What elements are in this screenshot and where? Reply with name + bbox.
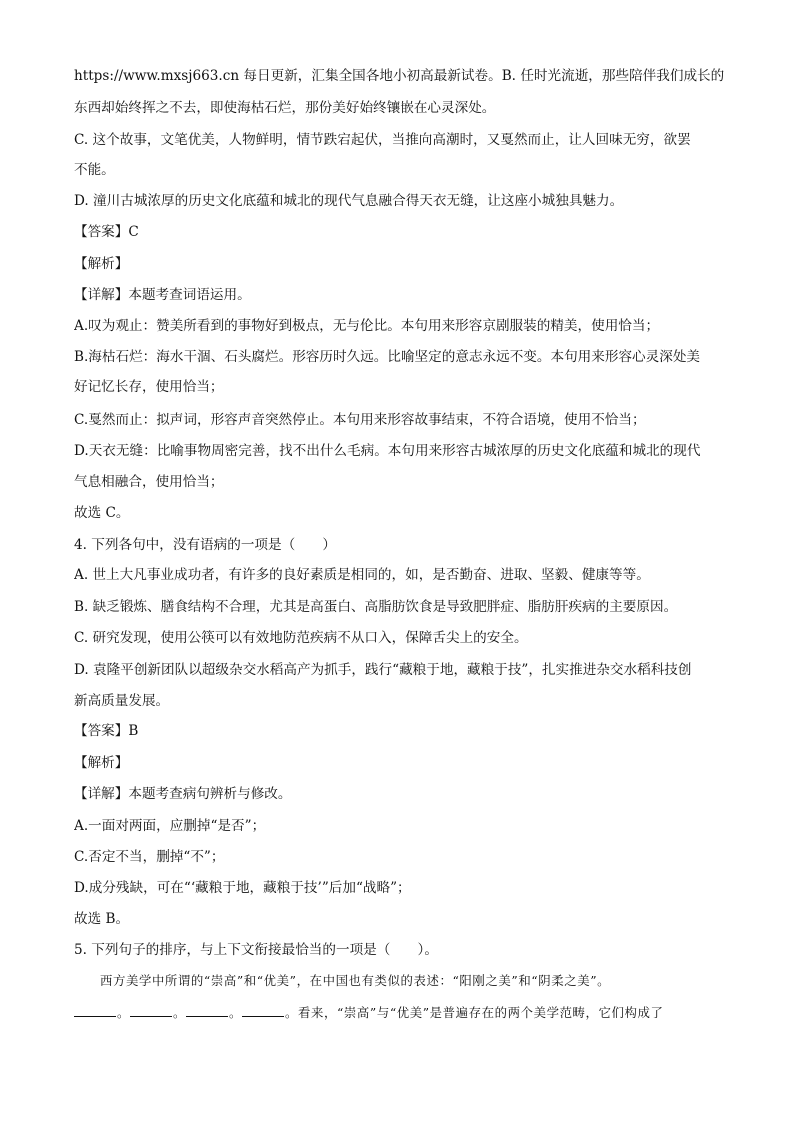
fill-blank[interactable] xyxy=(74,1003,116,1017)
text-line: C.否定不当，删掉“不”； xyxy=(74,849,225,865)
text-line: https://www.mxsj663.cn 每日更新，汇集全国各地小初高最新试卷。B. 任时光流逝，那些陪伴我们成长的 xyxy=(74,68,725,84)
text-line: B. 缺乏锻炼、膳食结构不合理，尤其是高蛋白、高脂肪饮食是导致肥胖症、脂肪肝疾病的主要原因。 xyxy=(74,599,678,615)
text-line: A.叹为观止：赞美所看到的事物好到极点，无与伦比。本句用来形容京剧服装的精美，使用恰当； xyxy=(74,318,660,334)
text-line: 好记忆长存，使用恰当； xyxy=(74,379,224,395)
text-line: D. 潼川古城浓厚的历史文化底蕴和城北的现代气息融合得天衣无缝，让这座小城独具魅力。 xyxy=(74,193,624,209)
text-line: C. 这个故事，文笔优美，人物鲜明，情节跌宕起伏，当推向高潮时，又戛然而止，让人回味无穷，欲罢 xyxy=(74,132,691,148)
passage-text: 看来，“崇高”与“优美”是普遍存在的两个美学范畴，它们构成了 xyxy=(298,1005,664,1020)
blank-separator: 。 xyxy=(285,1005,298,1020)
question-title: 4. 下列各句中，没有语病的一项是（ ） xyxy=(74,537,336,553)
text-line: 【详解】本题考查词语运用。 xyxy=(74,287,251,303)
fill-blank[interactable] xyxy=(130,1003,172,1017)
blank-separator: 。 xyxy=(117,1005,130,1020)
text-line: D.天衣无缝：比喻事物周密完善，找不出什么毛病。本句用来形容古城浓厚的历史文化底蕴和城北的现代 xyxy=(74,443,701,459)
text-line: 【详解】本题考查病句辨析与修改。 xyxy=(74,786,292,802)
text-line: 东西却始终挥之不去，即使海枯石烂，那份美好始终镶嵌在心灵深处。 xyxy=(74,100,496,116)
blank-separator: 。 xyxy=(173,1005,186,1020)
fill-blank[interactable] xyxy=(186,1003,228,1017)
text-line: 不能。 xyxy=(74,162,115,178)
analysis-label: 【解析】 xyxy=(74,755,129,771)
answer-label: 【答案】C xyxy=(74,224,139,240)
text-line: C.戛然而止：拟声词，形容声音突然停止。本句用来形容故事结束，不符合语境，使用不恰当； xyxy=(74,412,646,428)
passage-line-with-blanks xyxy=(74,1003,726,1023)
text-line: A. 世上大凡事业成功者，有许多的良好素质是相同的，如，是否勤奋、进取、坚毅、健康等等。 xyxy=(74,567,650,583)
text-line: 故选 B。 xyxy=(74,911,130,927)
answer-label: 【答案】B xyxy=(74,723,139,739)
text-line: B.海枯石烂：海水干涸、石头腐烂。形容历时久远。比喻坚定的意志永远不变。本句用来形容心灵深处美 xyxy=(74,349,701,365)
text-line: 新高质量发展。 xyxy=(74,693,170,709)
text-line: 气息相融合，使用恰当； xyxy=(74,474,224,490)
fill-blank[interactable] xyxy=(242,1003,284,1017)
text-line: 故选 C。 xyxy=(74,505,130,521)
analysis-label: 【解析】 xyxy=(74,256,129,272)
passage-line: 西方美学中所谓的“崇高”和“优美”，在中国也有类似的表述：“阳刚之美”和“阴柔之美”。 xyxy=(74,973,611,988)
text-line: D.成分残缺，可在“‘藏粮于地，藏粮于技’”后加“战略”； xyxy=(74,880,411,896)
blank-separator: 。 xyxy=(229,1005,242,1020)
text-line: C. 研究发现，使用公筷可以有效地防范疾病不从口入，保障舌尖上的安全。 xyxy=(74,630,528,646)
text-line: D. 袁隆平创新团队以超级杂交水稻高产为抓手，践行“藏粮于地，藏粮于技”，扎实推进杂交水稻科技创 xyxy=(74,662,692,678)
text-line: A.一面对两面，应删掉“是否”； xyxy=(74,818,266,834)
question-title: 5. 下列句子的排序，与上下文衔接最恰当的一项是（ ）。 xyxy=(74,942,438,958)
